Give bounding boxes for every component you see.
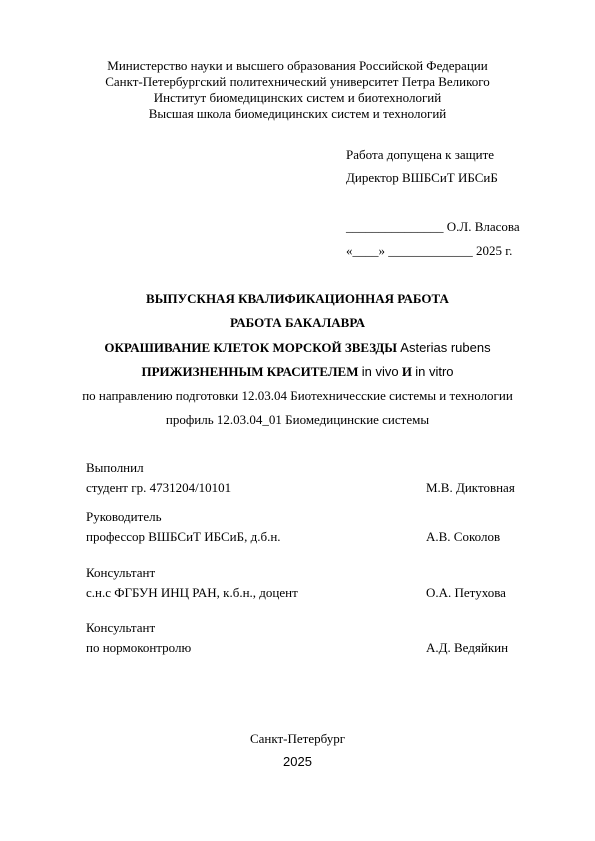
ministry-line: Министерство науки и высшего образования Российской Федерации [107,58,488,73]
signature-name: О.А. Петухова [426,585,506,600]
approval-date: «____» _____________ 2025 г. [346,243,513,258]
signature-name: А.В. Соколов [426,529,501,544]
work-type: ВЫПУСКНАЯ КВАЛИФИКАЦИОННАЯ РАБОТА [146,291,449,306]
topic-line-2 [0,364,595,380]
study-profile: профиль 12.03.04_01 Биомедицинские системы [165,412,430,427]
approval-signature: _______________ О.Л. Власова [346,219,520,234]
topic-line-1 [0,340,595,356]
signature-position: с.н.с ФГБУН ИНЦ РАН, к.б.н., доцент [86,585,298,600]
signature-position: по нормоконтролю [86,640,192,655]
signature-name: А.Д. Ведяйкин [426,640,509,655]
signature-role: Консультант [86,620,156,635]
signature-role: Руководитель [86,509,162,524]
school-line: Высшая школа биомедицинских систем и технологий [148,106,447,121]
signature-role: Консультант [86,565,156,580]
conjunction: И [401,364,412,379]
in-vitro: in vitro [415,364,454,379]
in-vivo: in vivo [361,364,399,379]
signature-role: Выполнил [86,460,144,475]
topic-text-2: ПРИЖИЗНЕННЫМ КРАСИТЕЛЕМ [141,364,359,379]
signature-position: профессор ВШБСиТ ИБСиБ, д.б.н. [86,529,281,544]
approval-director: Директор ВШБСиТ ИБСиБ [346,170,498,185]
study-direction: по направлению подготовки 12.03.04 Биотехничесские системы и технологии [82,388,513,403]
signature-name: М.В. Диктовная [426,480,515,495]
work-subtype: РАБОТА БАКАЛАВРА [230,315,365,330]
institute-line: Институт биомедицинских систем и биотехнологий [153,90,442,105]
species-name: Asterias rubens [400,340,491,355]
topic-text-1: ОКРАШИВАНИЕ КЛЕТОК МОРСКОЙ ЗВЕЗДЫ [104,340,398,355]
university-line: Санкт-Петербургский политехнический университет Петра Великого [105,74,490,89]
year: 2025 [283,754,312,769]
city: Санкт-Петербург [249,731,346,746]
approval-admitted: Работа допущена к защите [346,147,495,162]
signature-position: студент гр. 4731204/10101 [86,480,232,495]
